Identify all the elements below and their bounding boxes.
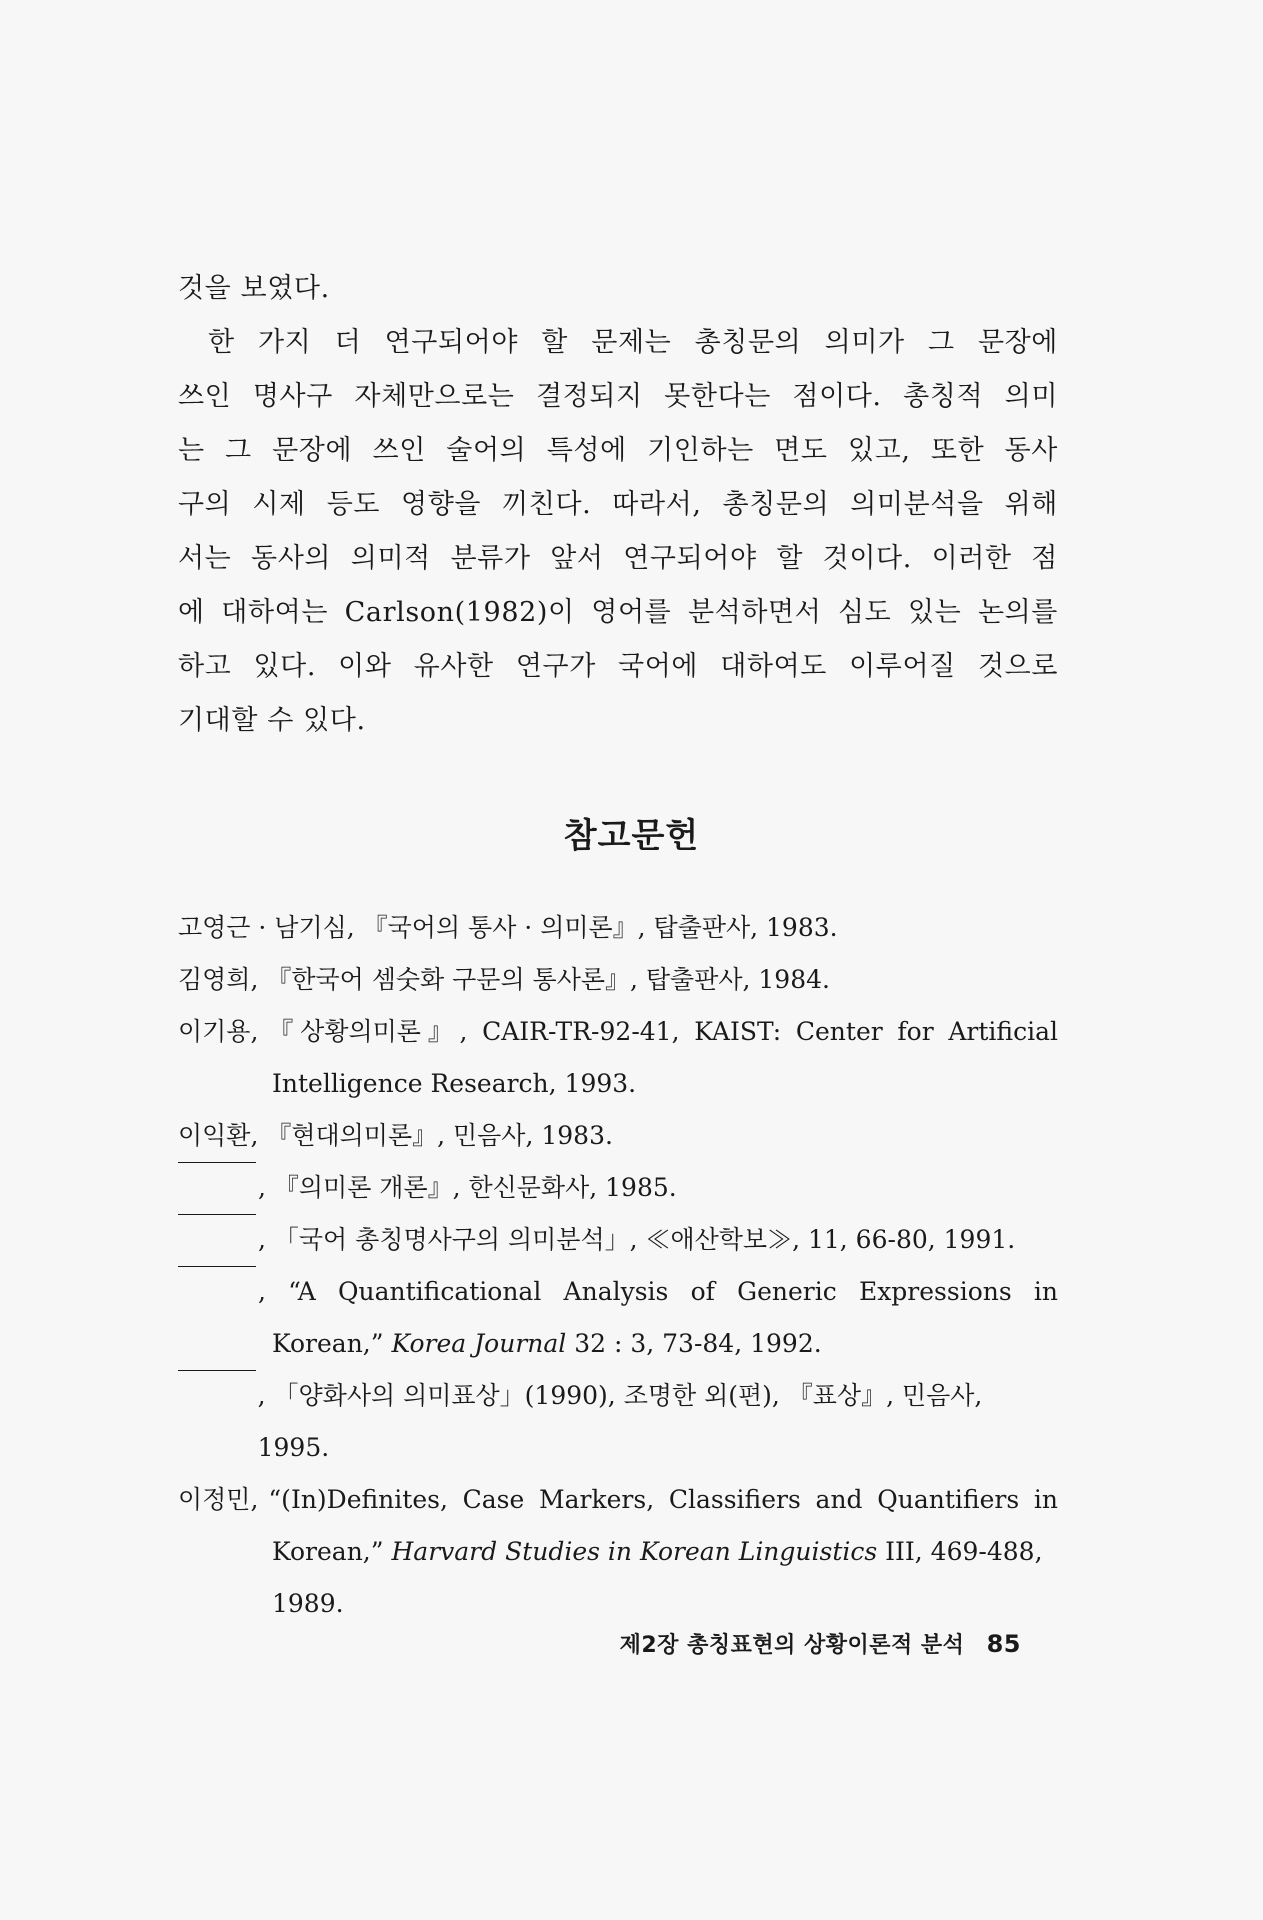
reference-continuation: Intelligence Research, 1993. bbox=[272, 1069, 637, 1098]
body-line: 구의 시제 등도 영향을 끼친다. 따라서, 총칭문의 의미분석을 위해 bbox=[178, 489, 1058, 520]
ditto-dash bbox=[178, 1266, 256, 1267]
reference-text: , 「양화사의 의미표상」(1990), 조명한 외(편), 『표상』, 민음사, 1995. bbox=[257, 1381, 983, 1462]
body-paragraph bbox=[178, 262, 1058, 748]
reference-text: 『한국어 셈숫화 구문의 통사론』, 탑출판사, 1984. bbox=[266, 965, 830, 994]
body-line: 한 가지 더 연구되어야 할 문제는 총칭문의 의미가 그 문장에 bbox=[208, 327, 1058, 358]
ditto-dash bbox=[178, 1162, 256, 1163]
reference-item bbox=[178, 1266, 1058, 1318]
body-line: 는 그 문장에 쓰인 술어의 특성에 기인하는 면도 있고, 또한 동사 bbox=[178, 435, 1058, 466]
body-line: 쓰인 명사구 자체만으로는 결정되지 못한다는 점이다. 총칭적 의미 bbox=[178, 381, 1058, 412]
body-line: 기대할 수 있다. bbox=[178, 705, 366, 736]
reference-text: 『상황의미론』, CAIR-TR-92-41, KAIST: Center for Artificial bbox=[268, 1017, 1058, 1046]
reference-author: 이기용, bbox=[178, 1017, 259, 1046]
reference-author: 이정민, bbox=[178, 1485, 259, 1514]
reference-text: 『현대의미론』, 민음사, 1983. bbox=[266, 1121, 613, 1150]
running-footer bbox=[620, 1628, 1021, 1659]
reference-text: 『국어의 통사 · 의미론』, 탑출판사, 1983. bbox=[362, 913, 838, 942]
reference-continuation: Korean,” Harvard Studies in Korean Linguistics III, 469-488, bbox=[272, 1537, 1043, 1566]
reference-text: , “A Quantificational Analysis of Generic Expressions in bbox=[258, 1277, 1058, 1306]
reference-item bbox=[178, 1006, 1058, 1058]
body-line: 것을 보였다. bbox=[178, 273, 330, 304]
reference-list bbox=[178, 902, 1058, 1630]
reference-continuation: Korean,” Korea Journal 32 : 3, 73-84, 1992. bbox=[272, 1329, 822, 1358]
reference-continuation: 1989. bbox=[272, 1589, 344, 1618]
page-number: 85 bbox=[986, 1630, 1021, 1658]
body-line: 서는 동사의 의미적 분류가 앞서 연구되어야 할 것이다. 이러한 점 bbox=[178, 543, 1058, 574]
reference-text: “(In)Definites, Case Markers, Classifiers and Quantifiers in bbox=[268, 1485, 1058, 1514]
reference-item bbox=[178, 954, 1058, 1006]
reference-item bbox=[178, 1162, 1058, 1214]
ditto-dash bbox=[178, 1370, 256, 1371]
references-heading: 참고문헌 bbox=[563, 816, 700, 856]
reference-text: , 『의미론 개론』, 한신문화사, 1985. bbox=[258, 1173, 677, 1202]
reference-item bbox=[178, 1214, 1058, 1266]
reference-item bbox=[178, 1110, 1058, 1162]
body-line: 에 대하여는 Carlson(1982)이 영어를 분석하면서 심도 있는 논의를 bbox=[178, 597, 1058, 628]
journal-title: Harvard Studies in Korean Linguistics bbox=[391, 1537, 878, 1566]
reference-author: 김영희, bbox=[178, 965, 259, 994]
body-line: 하고 있다. 이와 유사한 연구가 국어에 대하여도 이루어질 것으로 bbox=[178, 651, 1058, 682]
reference-author: 고영근 · 남기심, bbox=[178, 913, 355, 942]
reference-text: , 「국어 총칭명사구의 의미분석」, ≪애산학보≫, 11, 66-80, 1991. bbox=[258, 1225, 1016, 1254]
ditto-dash bbox=[178, 1214, 256, 1215]
reference-item bbox=[178, 902, 1058, 954]
journal-title: Korea Journal bbox=[391, 1329, 567, 1358]
reference-author: 이익환, bbox=[178, 1121, 259, 1150]
reference-item bbox=[178, 1370, 1058, 1474]
reference-item bbox=[178, 1474, 1058, 1526]
chapter-title: 제2장 총칭표현의 상황이론적 분석 bbox=[619, 1633, 965, 1658]
